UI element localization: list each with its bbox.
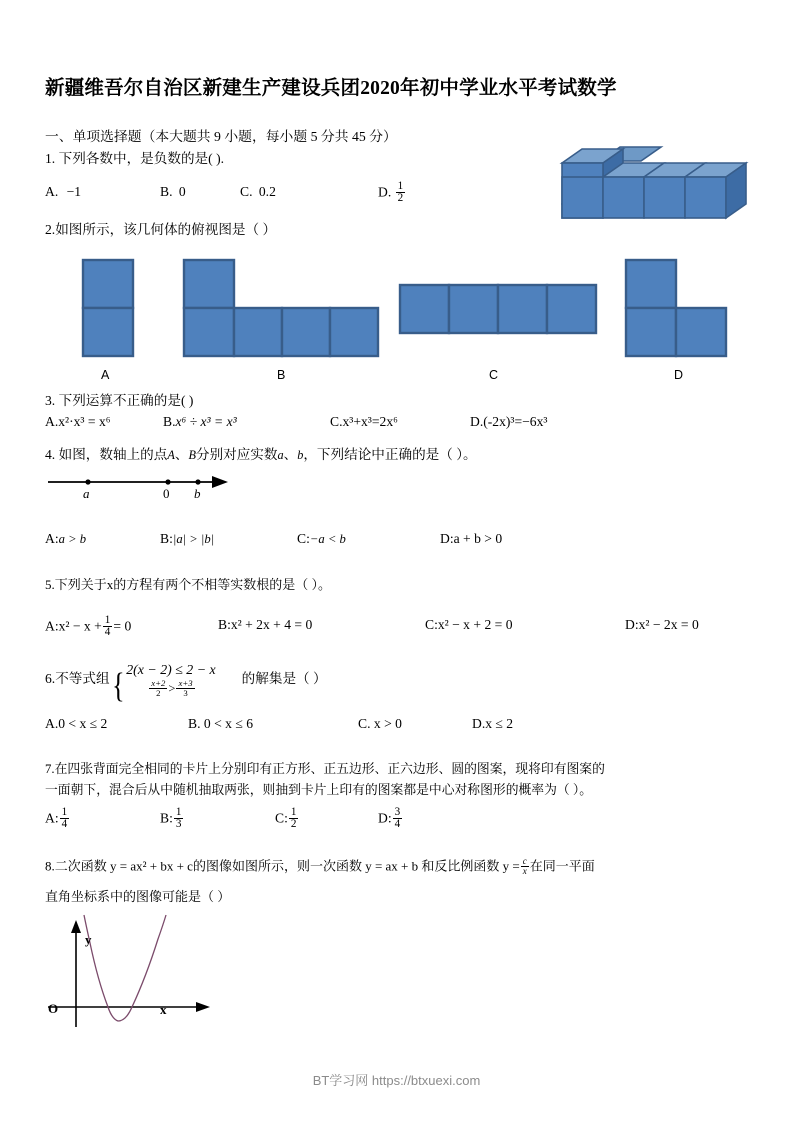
q2-option-a-shape[interactable] [81,258,137,362]
question-2-number: 2. [45,222,56,237]
q4-point-b: B [188,448,196,462]
q5-option-a-fraction: $\frac{1}{4}$ [104,614,111,639]
q5-option-c-text: x² − x + 2 = 0 [437,617,513,632]
question-5-text: 下列关于x的方程有两个不相等实数根的是（ ）。 [54,577,332,592]
q7-option-b-fraction: $\frac{1}{3}$ [175,806,182,831]
question-8-stem-line-2: 直角坐标系中的图像可能是（ ） [45,889,231,904]
q7-option-b[interactable] [160,807,184,831]
q4-stem-part-3: 分别对应实数 [195,447,278,462]
q3-option-d-text: (-2x)³=−6x³ [483,414,548,429]
question-7-number: 7. [45,762,55,776]
q7-option-b-label: B: [160,810,173,826]
inequality-system [126,662,215,698]
inequality-relation: > [168,681,176,696]
q5-option-a-label: A: [45,618,59,634]
q3-option-a[interactable] [45,412,111,432]
q4-stem-part-1: 如图，数轴上的点 [58,447,168,462]
number-line-label-origin: 0 [163,486,170,501]
q7-option-c[interactable] [275,807,299,831]
q2-option-d-shape[interactable] [624,258,730,362]
q2-option-b-label: B [277,368,286,382]
q1-option-c[interactable] [240,182,276,202]
q1-option-c-label: C. [240,184,253,199]
q3-option-c-text: x³+x³=2x⁶ [342,414,398,429]
inequality-right-fraction: $\frac{x+3}{3}$ [178,678,193,699]
question-1-number: 1. [45,151,56,166]
q1-option-b-label: B. [160,184,173,199]
q4-option-b-label: B: [160,531,173,546]
q4-option-d[interactable] [440,529,502,549]
q3-option-b-text: x⁶ ÷ x³ = x³ [175,414,237,429]
question-3-stem [45,391,193,411]
q3-option-d[interactable] [470,412,547,432]
q1-option-a-label: A. [45,184,59,199]
q1-option-a[interactable] [45,182,81,202]
q5-option-b-label: B: [218,617,231,632]
question-8-stem-line-1 [45,857,595,877]
q6-option-c[interactable] [358,714,402,734]
q8-stem-text-b: 的图像如图所示，则一次函数 y = ax + b 和反比例函数 y = [192,858,520,874]
q1-option-a-text: −1 [66,184,82,199]
q5-option-b-text: x² + 2x + 4 = 0 [230,617,313,632]
question-6-number: 6. [45,671,56,687]
q7-option-c-label: C: [275,810,288,826]
q3-option-a-label: A. [45,414,59,429]
footer-watermark: BT学习网 https://btxuexi.com [312,1073,481,1088]
parabola-origin-label: O [48,1001,59,1016]
question-4-stem [45,445,477,465]
question-1-text: 下列各数中，是负数的是( ). [58,151,224,166]
q7-option-d[interactable] [378,807,403,831]
q6-option-a[interactable] [45,714,107,734]
q4-option-d-text: a + b > 0 [453,531,503,546]
q6-option-b[interactable] [188,714,253,734]
q8-stem-text-c: 在同一平面 [529,858,595,874]
q5-option-d-label: D: [625,617,639,632]
q1-option-c-text: 0.2 [258,184,276,199]
q7-option-d-label: D: [378,810,392,826]
page-title: 新疆维吾尔自治区新建生产建设兵团2020年初中学业水平考试数学 [45,78,617,99]
q4-real-a: a [277,448,284,462]
q7-option-a[interactable] [45,807,70,831]
q3-option-c-label: C. [330,414,343,429]
parabola-x-axis-label: x [160,1002,167,1017]
q2-option-a-label: A [101,368,110,382]
q3-option-b-label: B. [163,414,176,429]
solid-of-cubes-figure [556,137,756,227]
q6-stem-prefix: 不等式组 [55,671,110,687]
q1-option-d-label: D. [378,184,392,200]
q7-option-c-fraction: $\frac{1}{2}$ [290,806,297,831]
q4-real-b: b [297,448,304,462]
q2-option-c-shape[interactable] [398,283,598,337]
q6-option-a-text: 0 < x ≤ 2 [58,716,108,731]
q6-option-d-text: x ≤ 2 [485,716,514,731]
q4-option-a-label: A: [45,531,59,546]
q4-stem-part-4: 、 [283,447,298,462]
q8-inverse-fraction: $\frac{c}{x}$ [522,856,527,877]
question-6-stem [45,662,327,706]
q7-option-d-fraction: $\frac{3}{4}$ [394,806,401,831]
q4-stem-part-5: ，下列结论中正确的是（ ）。 [303,447,477,462]
q2-option-d-label: D [674,368,684,382]
q5-option-d-text: x² − 2x = 0 [638,617,699,632]
number-line-label-b: b [194,486,201,501]
parabola-y-axis-label: y [85,932,92,947]
q4-option-d-label: D: [440,531,454,546]
q1-option-b[interactable] [160,182,186,202]
q1-option-b-text: 0 [178,184,186,199]
q5-option-c-label: C: [425,617,438,632]
question-7-stem-line-2: 一面朝下，混合后从中随机抽取两张，则抽到卡片上印有的图案都是中心对称图形的概率为（ ）。 [45,783,593,797]
question-8-number: 8. [45,858,55,874]
section-heading: 一、单项选择题（本大题共 9 小题，每小题 5 分共 45 分） [45,129,397,144]
inequality-line-1: 2(x − 2) ≤ 2 − x [126,663,216,678]
q4-option-a[interactable] [45,529,86,549]
q3-option-b[interactable] [163,412,237,432]
q4-option-a-text: a > b [58,532,87,546]
number-line-label-a: a [83,486,90,501]
question-7-stem-line-1 [45,760,605,779]
q4-option-b[interactable] [160,529,214,549]
q2-option-b-shape[interactable] [182,258,384,362]
q2-option-c-label: C [489,368,499,382]
q4-stem-part-2: 、 [174,447,189,462]
q5-option-b[interactable] [218,615,312,635]
q4-option-c-label: C: [297,531,310,546]
q3-option-a-text: x²·x³ = x⁶ [58,414,111,429]
q4-option-c[interactable] [297,529,346,549]
q5-option-d[interactable] [625,615,699,635]
q6-stem-suffix: 的解集是（ ） [241,671,327,687]
q5-option-c[interactable] [425,615,513,635]
q7-option-a-fraction: $\frac{1}{4}$ [61,806,68,831]
q6-option-b-text: 0 < x ≤ 6 [203,716,253,731]
q3-option-d-label: D. [470,414,484,429]
question-5-stem [45,576,331,595]
q7-option-a-label: A: [45,810,59,826]
q5-option-a-text: x² − x + [58,618,102,634]
question-3-text: 下列运算不正确的是( ) [58,393,194,408]
inequality-line-2 [126,679,215,698]
parabola-figure [46,915,222,1035]
question-5-number: 5. [45,577,55,592]
q8-stem-text-a: 二次函数 y = ax² + bx + c [54,858,193,874]
q1-option-d[interactable] [378,181,406,205]
inequality-left-fraction: $\frac{x+2}{2}$ [151,678,166,699]
q4-point-a: A [167,448,175,462]
q7-stem-text-1: 在四张背面完全相同的卡片上分别印有正方形、正五边形、正六边形、圆的图案，现将印有图案的 [54,762,605,776]
question-4-number: 4. [45,447,56,462]
number-line-figure [46,470,236,506]
system-brace: { [111,666,125,706]
question-2-stem [45,220,276,240]
q6-option-c-text: x > 0 [373,716,402,731]
q4-option-c-text: −a < b [309,532,346,546]
q6-option-a-label: A. [45,716,59,731]
question-2-text: 如图所示，该几何体的俯视图是（ ） [55,222,277,237]
q4-option-b-text: |a| > |b| [172,532,215,546]
q6-option-b-label: B. [188,716,201,731]
q1-option-d-fraction: $\frac{1}{2}$ [397,180,404,205]
q6-option-c-label: C. [358,716,371,731]
q5-option-a[interactable] [45,615,131,639]
q5-option-a-tail: = 0 [113,618,132,634]
question-3-number: 3. [45,393,56,408]
q6-option-d[interactable] [472,714,513,734]
q6-option-d-label: D. [472,716,486,731]
question-1-stem [45,149,224,169]
q3-option-c[interactable] [330,412,398,432]
